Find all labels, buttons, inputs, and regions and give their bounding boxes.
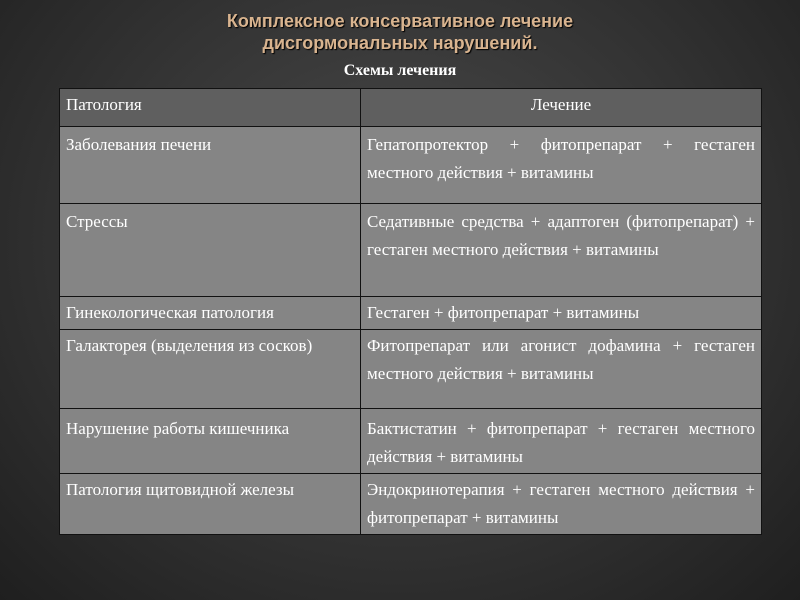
treatment-cell: Эндокринотерапия + гестаген местного действия + фитопрепарат + витамины: [361, 474, 762, 535]
table-row: [60, 297, 762, 330]
pathology-cell: Галакторея (выделения из сосков): [60, 330, 361, 409]
header-pathology: Патология: [60, 89, 361, 127]
title-line-1: Комплексное консервативное лечение: [226, 11, 574, 31]
table-row: [60, 330, 762, 409]
treatment-schemes-table: [59, 88, 762, 535]
header-treatment: Лечение: [361, 89, 762, 127]
treatment-cell: Седативные средства + адаптоген (фитопрепарат) + гестаген местного действия + витамины: [361, 204, 762, 297]
slide-title: [0, 10, 800, 54]
treatment-cell: Фитопрепарат или агонист дофамина + гестаген местного действия + витамины: [361, 330, 762, 409]
title-line-2: дисгормональных нарушений.: [262, 33, 538, 53]
pathology-cell: Патология щитовидной железы: [60, 474, 361, 535]
pathology-cell: Гинекологическая патология: [60, 297, 361, 330]
table-row: [60, 204, 762, 297]
pathology-cell: Стрессы: [60, 204, 361, 297]
treatment-cell: Бактистатин + фитопрепарат + гестаген местного действия + витамины: [361, 409, 762, 474]
pathology-cell: Нарушение работы кишечника: [60, 409, 361, 474]
treatment-cell: Гестаген + фитопрепарат + витамины: [361, 297, 762, 330]
table-row: [60, 409, 762, 474]
table-row: [60, 127, 762, 204]
table-subtitle: Схемы лечения: [343, 62, 457, 79]
table-row: [60, 474, 762, 535]
pathology-cell: Заболевания печени: [60, 127, 361, 204]
table-header-row: [60, 89, 762, 127]
treatment-cell: Гепатопротектор + фитопрепарат + гестаген местного действия + витамины: [361, 127, 762, 204]
